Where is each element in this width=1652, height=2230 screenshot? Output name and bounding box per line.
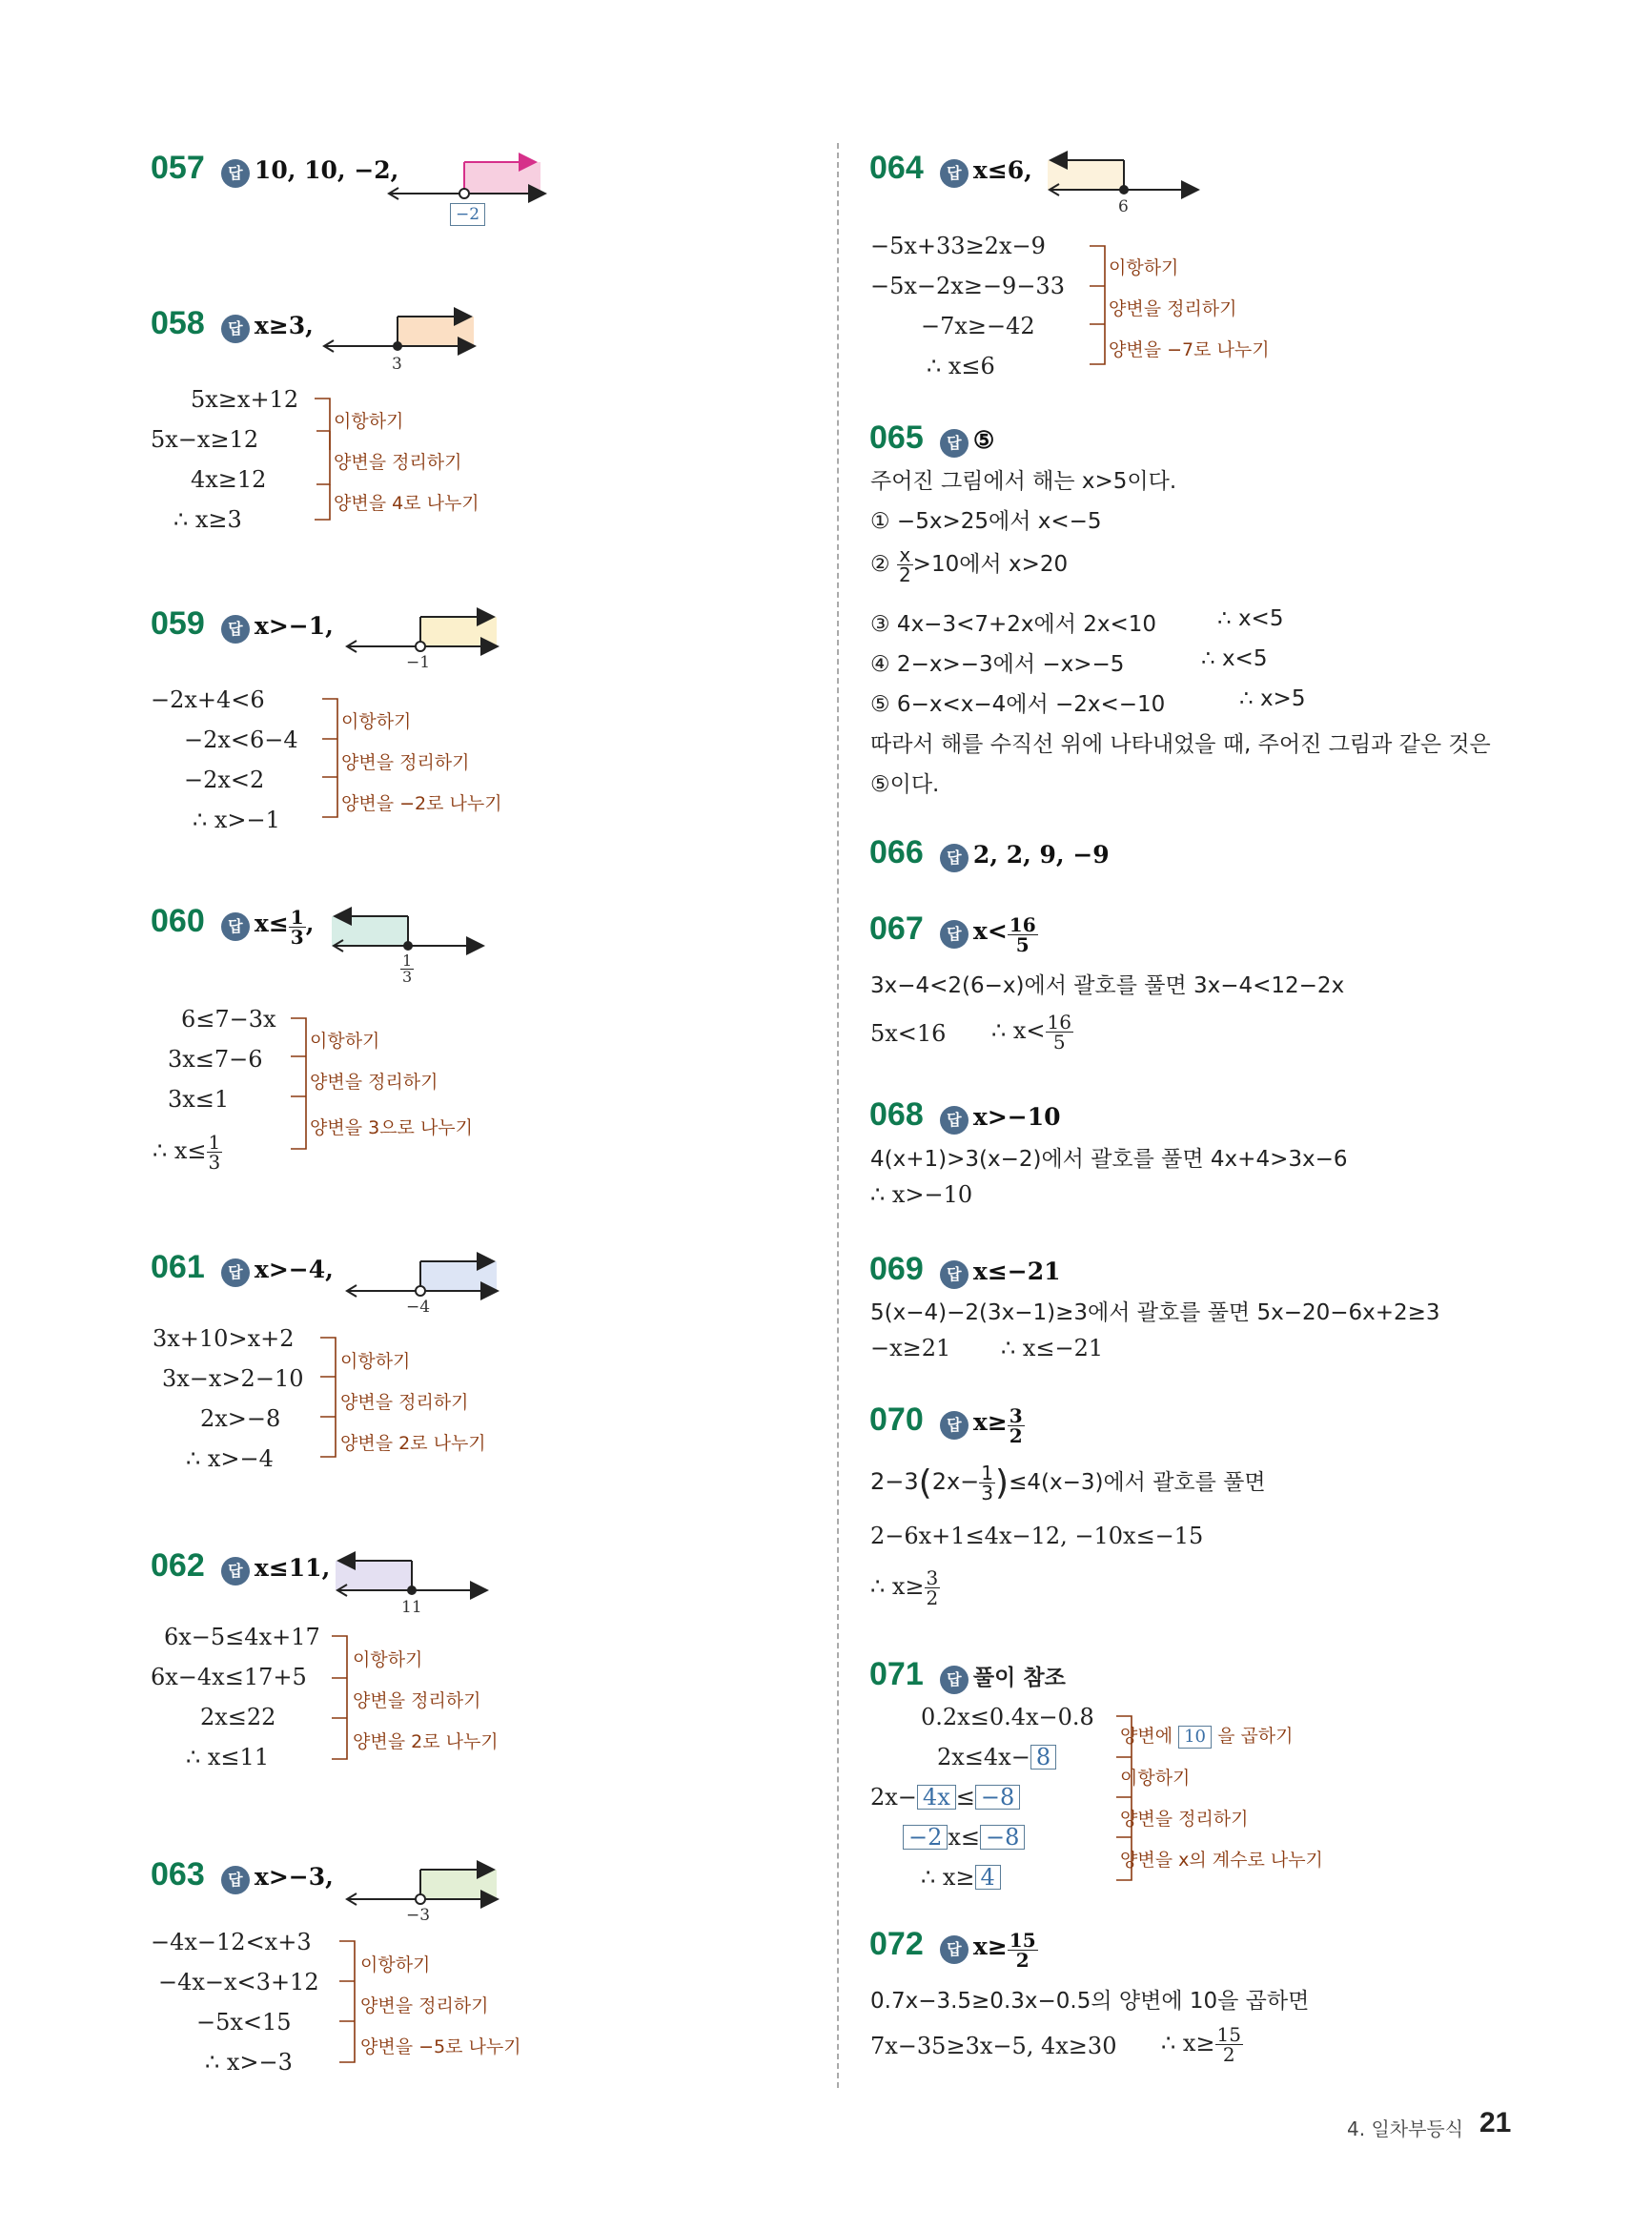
solution-line: 6≤7−3x (181, 1006, 276, 1033)
problem-064 (869, 150, 1032, 188)
solution-line: −2 x≤ −8 (903, 1824, 1025, 1851)
problem-069 (869, 1251, 1061, 1289)
step-label: 이항하기 (1109, 257, 1179, 278)
solution-line: 0.2x≤0.4x−0.8 (921, 1704, 1094, 1730)
answer-text: x< (972, 917, 1008, 945)
step-label: 이항하기 (341, 711, 412, 732)
answer-text: 10, 10, −2, (254, 156, 399, 184)
solution-line: 5x≥x+12 (191, 386, 299, 413)
solution-line: −2x<6−4 (184, 726, 298, 753)
problem-059 (151, 605, 334, 644)
solution-line: −5x−2x≥−9−33 (870, 273, 1065, 299)
option-3: ③ 4x−3<7+2x에서 2x<10 (870, 612, 1157, 637)
option-2: ② $\frac{x}{2}$ >10에서 x>20 (870, 543, 1069, 586)
step-label: 이항하기 (334, 411, 404, 432)
answer-badge: 답 (221, 1866, 250, 1894)
problem-067 (869, 910, 1038, 954)
answer-badge: 답 (940, 1260, 969, 1289)
problem-060: 060 답 x≤ $\frac{1}{3}$ , (151, 903, 315, 949)
solution-line: 5x−x≥12 (151, 426, 259, 453)
tick-label-059: −1 (406, 653, 431, 672)
solution-line: 2x>−8 (200, 1405, 281, 1432)
solution-line: 4x≥12 (191, 466, 267, 493)
solution-line: ∴ x≤6 (927, 353, 995, 379)
problem-number: 068 (869, 1096, 924, 1133)
problem-number: 061 (151, 1249, 205, 1285)
number-line-057 (389, 162, 543, 199)
number-line-060 (332, 916, 481, 951)
answer-badge: 답 (221, 315, 250, 343)
step-label: 양변을 정리하기 (340, 1392, 469, 1413)
problem-number: 067 (869, 910, 924, 947)
answer-badge: 답 (221, 615, 250, 644)
answer-text: x≥ (972, 1408, 1008, 1436)
solution-line: 2−3(2x− $\frac{1}{3}$ )≤4(x−3)에서 괄호를 풀면 (870, 1462, 1266, 1504)
answer-fraction: $\frac{16}{5}$ (1009, 913, 1036, 956)
answer-badge: 답 (940, 1411, 969, 1440)
answer-badge: 답 (940, 159, 969, 188)
step-label: 양변을 정리하기 (353, 1690, 481, 1711)
problem-number: 064 (869, 150, 924, 186)
solution-line: 2x≤22 (200, 1704, 276, 1730)
answer-badge: 답 (221, 1557, 250, 1586)
step-label: 양변을 정리하기 (334, 452, 462, 473)
conclusion-line: 따라서 해를 수직선 위에 나타내었을 때, 주어진 그림과 같은 것은 (870, 732, 1491, 757)
option-3-result: ∴ x<5 (1217, 606, 1284, 631)
problem-061 (151, 1249, 334, 1287)
step-label: 양변을 x의 계수로 나누기 (1120, 1850, 1323, 1871)
solution-line: −2x<2 (184, 767, 265, 793)
step-label: 양변을 2로 나누기 (353, 1731, 499, 1752)
footer-section: 4. 일차부등식 (1347, 2117, 1464, 2140)
solution-line: 주어진 그림에서 해는 x>5이다. (870, 469, 1177, 494)
step-label: 이항하기 (353, 1649, 423, 1670)
solution-line: ∴ x≥ $\frac{15}{2}$ (1161, 2023, 1241, 2066)
answer-text: x≥3, (254, 312, 314, 339)
solution-line: −5x+33≥2x−9 (870, 233, 1046, 259)
step-label: 양변을 2로 나누기 (340, 1433, 486, 1454)
solution-line: ∴ x≤11 (186, 1744, 270, 1770)
problem-057 (151, 150, 398, 188)
number-line-059 (347, 617, 497, 652)
tick-label-057: −2 (450, 203, 485, 226)
answer-text: x>−3, (254, 1863, 334, 1891)
answer-badge: 답 (940, 1666, 969, 1694)
problem-number: 070 (869, 1401, 924, 1438)
problem-number: 063 (151, 1856, 205, 1892)
conclusion-line: ⑤이다. (870, 772, 940, 797)
solution-line: −5x<15 (196, 2009, 292, 2036)
tick-label-063: −3 (406, 1906, 431, 1925)
solution-line: 6x−4x≤17+5 (151, 1664, 307, 1690)
step-label: 이항하기 (340, 1351, 411, 1372)
problem-065 (869, 419, 994, 458)
problem-071 (869, 1656, 1066, 1694)
solution-line: −x≥21 (870, 1335, 951, 1361)
problem-number: 072 (869, 1926, 924, 1962)
answer-text: x>−10 (972, 1103, 1061, 1131)
step-label: 이항하기 (1120, 1768, 1191, 1789)
problem-072 (869, 1926, 1038, 1970)
solution-line: ∴ x≤−21 (1001, 1335, 1104, 1361)
answer-text: x>−4, (254, 1256, 334, 1283)
answer-badge: 답 (221, 1258, 250, 1287)
option-1: ① −5x>25에서 x<−5 (870, 509, 1102, 534)
answer-text: 풀이 참조 (972, 1666, 1066, 1690)
solution-line: −4x−12<x+3 (151, 1929, 312, 1955)
solution-line: ∴ x≥ 4 (921, 1864, 1001, 1891)
problem-062 (151, 1547, 330, 1586)
solution-line: ∴ x>−4 (186, 1445, 274, 1472)
problem-number: 057 (151, 150, 205, 186)
solution-line: 3x+10>x+2 (153, 1325, 295, 1352)
problem-063 (151, 1856, 334, 1894)
solution-line: ∴ x>−10 (870, 1181, 973, 1208)
solution-line: −2x+4<6 (151, 686, 265, 713)
solution-line: 3x≤7−6 (168, 1046, 263, 1073)
solution-line: ∴ x≤ $\frac{1}{3}$ (153, 1131, 221, 1174)
answer-text: x>−1, (254, 612, 334, 640)
solution-line: ∴ x< $\frac{16}{5}$ (991, 1011, 1071, 1054)
solution-line: 2x− 4x ≤ −8 (870, 1784, 1020, 1811)
problem-070 (869, 1401, 1025, 1445)
solution-line: ∴ x>−3 (205, 2049, 293, 2076)
solution-line: 3x−x>2−10 (162, 1365, 304, 1392)
tick-label-064: 6 (1118, 197, 1129, 216)
answer-text: x≥ (972, 1933, 1008, 1960)
problem-number: 071 (869, 1656, 924, 1692)
step-label: 이항하기 (360, 1954, 431, 1975)
blank-box: 8 (1030, 1745, 1056, 1770)
option-5-result: ∴ x>5 (1239, 686, 1306, 711)
tick-label-060: $\frac{1}{3}$ (402, 951, 413, 986)
solution-line: 4(x+1)>3(x−2)에서 괄호를 풀면 4x+4>3x−6 (870, 1147, 1348, 1172)
problem-number: 065 (869, 419, 924, 456)
problem-number: 059 (151, 605, 205, 642)
step-label: 양변을 정리하기 (341, 752, 470, 773)
solution-line: ∴ x≥ $\frac{3}{2}$ (870, 1566, 939, 1609)
problem-068 (869, 1096, 1061, 1135)
answer-badge: 답 (940, 429, 969, 458)
number-line-061 (347, 1261, 497, 1297)
problem-number: 060 (151, 903, 205, 939)
number-line-063 (347, 1870, 497, 1905)
answer-text: x≤11, (254, 1554, 331, 1582)
answer-fraction: $\frac{3}{2}$ (1009, 1404, 1023, 1447)
solution-line: 2x≤4x− 8 (937, 1744, 1056, 1770)
option-4: ④ 2−x>−3에서 −x>−5 (870, 652, 1125, 677)
step-label: 양변을 정리하기 (1120, 1809, 1249, 1830)
solution-line: 5x<16 (870, 1020, 947, 1047)
tick-label-062: 11 (401, 1598, 422, 1617)
problem-number: 069 (869, 1251, 924, 1287)
number-line-062 (336, 1561, 485, 1596)
option-4-result: ∴ x<5 (1201, 646, 1268, 671)
problem-058 (151, 305, 314, 343)
blank-box: −2 (903, 1825, 948, 1850)
problem-number: 066 (869, 834, 924, 870)
answer-badge: 답 (940, 920, 969, 949)
tick-label-061: −4 (406, 1298, 431, 1317)
solution-line: 0.7x−3.5≥0.3x−0.5의 양변에 10을 곱하면 (870, 1989, 1310, 2014)
answer-fraction: $\frac{1}{3}$ (290, 906, 304, 949)
problem-number: 062 (151, 1547, 205, 1584)
step-label: 양변을 3으로 나누기 (310, 1117, 473, 1138)
answer-text: ⑤ (972, 426, 995, 454)
step-label: 양변에 10 을 곱하기 (1120, 1726, 1294, 1747)
solution-line: ∴ x>−1 (193, 807, 280, 833)
option-5: ⑤ 6−x<x−4에서 −2x<−10 (870, 692, 1166, 717)
answer-fraction: $\frac{15}{2}$ (1009, 1929, 1036, 1972)
solution-line: −4x−x<3+12 (158, 1969, 319, 1995)
solution-line: 3x−4<2(6−x)에서 괄호를 풀면 3x−4<12−2x (870, 973, 1345, 998)
solution-line: 6x−5≤4x+17 (164, 1624, 320, 1650)
step-label: 이항하기 (310, 1031, 380, 1052)
solution-line: 3x≤1 (168, 1086, 230, 1113)
answer-text: x≤6, (972, 156, 1032, 184)
answer-badge: 답 (221, 159, 250, 188)
answer-badge: 답 (940, 1106, 969, 1135)
solution-line: −7x≥−42 (921, 313, 1035, 339)
tick-label-058: 3 (392, 355, 402, 374)
blank-box: 4x (917, 1785, 956, 1810)
answer-badge: 답 (940, 844, 969, 872)
number-line-064 (1048, 160, 1196, 195)
answer-badge: 답 (221, 912, 250, 941)
step-label: 양변을 정리하기 (1109, 298, 1237, 319)
problem-066 (869, 834, 1110, 872)
problem-number: 058 (151, 305, 205, 341)
solution-line: ∴ x≥3 (173, 506, 242, 533)
blank-box: −8 (975, 1785, 1020, 1810)
solution-line: 5(x−4)−2(3x−1)≥3에서 괄호를 풀면 5x−20−6x+2≥3 (870, 1300, 1440, 1325)
answer-text: 2, 2, 9, −9 (972, 841, 1110, 869)
blank-box: −8 (980, 1825, 1025, 1850)
solution-line: 7x−35≥3x−5, 4x≥30 (870, 2033, 1117, 2059)
step-label: 양변을 −2로 나누기 (341, 793, 502, 814)
number-line-058 (324, 317, 474, 352)
step-label: 양변을 정리하기 (310, 1072, 438, 1093)
answer-text: x≤ (254, 910, 289, 937)
step-label: 양변을 4로 나누기 (334, 493, 479, 514)
step-label: 양변을 −7로 나누기 (1109, 339, 1270, 360)
answer-text: x≤−21 (972, 1258, 1061, 1285)
step-label: 양변을 정리하기 (360, 1995, 489, 2016)
solution-line: 2−6x+1≤4x−12, −10x≤−15 (870, 1523, 1204, 1549)
page-number: 21 (1479, 2107, 1512, 2138)
answer-badge: 답 (940, 1935, 969, 1964)
step-label: 양변을 −5로 나누기 (360, 2036, 521, 2057)
blank-box: 4 (975, 1865, 1001, 1890)
